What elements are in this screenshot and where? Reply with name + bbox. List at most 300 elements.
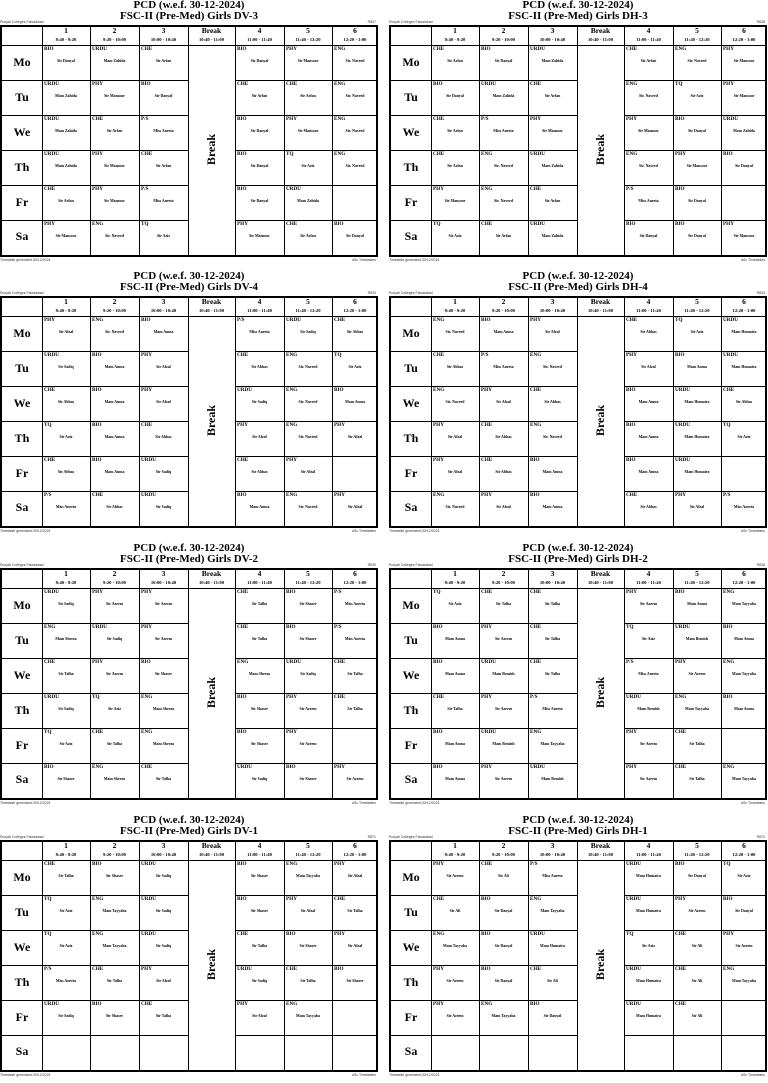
subject-name: BIO bbox=[286, 623, 296, 630]
lesson-cell bbox=[673, 150, 721, 185]
lesson-cell bbox=[624, 115, 673, 150]
lesson-cell bbox=[673, 421, 721, 456]
day-label: Fr bbox=[15, 1009, 29, 1024]
teacher-name: Sir Aziz bbox=[641, 943, 655, 948]
day-label: Tu bbox=[15, 89, 29, 104]
lesson-cell bbox=[235, 45, 284, 80]
lesson-cell bbox=[284, 386, 332, 421]
lesson-cell bbox=[284, 316, 332, 351]
lesson-cell bbox=[42, 45, 90, 80]
subject-name: URDU bbox=[237, 763, 252, 770]
generated-note: Timetable generated:30/12/2024 bbox=[0, 529, 51, 533]
teacher-name: Mam Zahida bbox=[55, 93, 77, 98]
subject-name: TQ bbox=[626, 623, 634, 630]
lesson-cell bbox=[431, 80, 479, 115]
period-number: 3 bbox=[550, 26, 555, 35]
timetable-card bbox=[389, 0, 767, 268]
software-note: aSc Timetables bbox=[352, 258, 376, 262]
subject-name: BIO bbox=[237, 491, 247, 498]
lesson-cell bbox=[42, 80, 90, 115]
lesson-cell bbox=[431, 623, 479, 658]
grid-line bbox=[624, 1035, 765, 1036]
teacher-name: Mam Amna bbox=[687, 364, 707, 369]
lesson-cell bbox=[528, 930, 577, 965]
teacher-name: Sir Shaser bbox=[346, 978, 364, 983]
subject-name: ENG bbox=[433, 491, 445, 498]
subject-name: PHY bbox=[626, 728, 637, 735]
subject-name: PHY bbox=[334, 763, 345, 770]
teacher-name: Mam Amna bbox=[542, 504, 563, 509]
timetable-grid bbox=[0, 25, 378, 257]
subject-name: URDU bbox=[626, 693, 641, 700]
lesson-cell bbox=[624, 588, 673, 623]
grid-line bbox=[235, 115, 376, 116]
subject-name: URDU bbox=[675, 421, 690, 428]
teacher-name: Sir Sadiq bbox=[58, 602, 74, 606]
lesson-cell bbox=[235, 386, 284, 421]
subject-name: URDU bbox=[44, 80, 59, 87]
period-number: 2 bbox=[501, 26, 506, 35]
period-time: 10:40 - 11:00 bbox=[198, 852, 224, 857]
subject-name: CHE bbox=[237, 623, 249, 630]
lesson-cell bbox=[90, 1035, 139, 1070]
grid-line bbox=[139, 842, 140, 1070]
lesson-cell bbox=[42, 588, 90, 623]
lesson-cell bbox=[42, 623, 90, 658]
subject-name: P/S bbox=[481, 351, 489, 358]
lesson-cell bbox=[721, 860, 767, 895]
teacher-name: Miss Aneeta bbox=[493, 128, 514, 133]
period-time: 8:40 - 9:20 bbox=[444, 308, 466, 313]
subject-name: CHE bbox=[141, 1000, 153, 1007]
lesson-cell bbox=[90, 456, 139, 491]
lesson-cell bbox=[90, 728, 139, 763]
subject-name: CHE bbox=[44, 456, 56, 463]
teacher-name: Sir. Naveed bbox=[105, 233, 124, 238]
lesson-cell bbox=[721, 220, 767, 255]
teacher-name: Mam Zahida bbox=[541, 59, 564, 63]
lesson-cell bbox=[624, 965, 673, 1000]
period-time: 9:20 - 10:00 bbox=[103, 308, 126, 313]
period-time: 10:00 - 10:40 bbox=[539, 308, 566, 313]
day-label: Sa bbox=[15, 500, 29, 515]
teacher-name: Mam Bemish bbox=[492, 671, 515, 676]
day-label: Tu bbox=[15, 360, 29, 375]
subject-name: PHY bbox=[433, 861, 444, 867]
lesson-cell bbox=[721, 965, 767, 1000]
subject-name: CHE bbox=[334, 658, 346, 665]
lesson-cell bbox=[332, 150, 378, 185]
teacher-name: Sir Mansoor bbox=[55, 233, 77, 238]
lesson-cell bbox=[284, 895, 332, 930]
teacher-name: Sir Abbas bbox=[57, 469, 75, 474]
teacher-name: Sir Arfan bbox=[300, 93, 316, 98]
teacher-name: Sir Arfan bbox=[495, 233, 512, 238]
lesson-cell bbox=[528, 693, 577, 728]
subject-name: ENG bbox=[334, 46, 346, 52]
period-number: 6 bbox=[742, 569, 746, 578]
teacher-name: Mam Bemish bbox=[685, 636, 709, 641]
day-label: Fr bbox=[404, 1009, 418, 1024]
grid-line bbox=[235, 491, 376, 492]
lesson-cell bbox=[431, 930, 479, 965]
lesson-cell bbox=[332, 351, 378, 386]
teacher-name: Sir Arfan bbox=[447, 128, 463, 133]
subject-name: CHE bbox=[675, 965, 687, 972]
subject-name: ENG bbox=[723, 589, 735, 595]
lesson-cell bbox=[528, 220, 577, 255]
period-time: 12:20 - 1:00 bbox=[343, 852, 367, 857]
teacher-name: Sir Talha bbox=[58, 874, 74, 878]
period-time: 9:20 - 10:00 bbox=[103, 37, 126, 42]
teacher-name: Mam Sheeza bbox=[248, 671, 271, 676]
teacher-name: Sir Danyal bbox=[494, 59, 513, 63]
lesson-cell bbox=[479, 930, 528, 965]
subject-name: BIO bbox=[92, 386, 102, 393]
period-time: 9:20 - 10:00 bbox=[103, 852, 126, 857]
lesson-cell bbox=[42, 150, 90, 185]
teacher-name: Sir Ali bbox=[547, 978, 558, 983]
grid-line bbox=[528, 570, 529, 798]
teacher-name: Sir Talha bbox=[495, 602, 512, 606]
subject-name: URDU bbox=[675, 386, 690, 393]
room-code: R834 bbox=[756, 291, 765, 295]
lesson-cell bbox=[90, 491, 139, 526]
break-label: Break bbox=[593, 405, 607, 437]
teacher-name: Mam Bemish bbox=[637, 706, 660, 711]
day-label: Fr bbox=[15, 194, 29, 209]
subject-name: P/S bbox=[481, 115, 489, 122]
teacher-name: Mam Amna bbox=[542, 469, 563, 474]
institution-name: Punjab Colleges Faisalabad bbox=[0, 291, 44, 295]
teacher-name: Sir Abbas bbox=[640, 330, 657, 334]
lesson-cell bbox=[673, 185, 721, 220]
day-label: We bbox=[13, 395, 31, 410]
section-name: FSC-II (Pre-Med) Girls DH-4 bbox=[508, 281, 648, 293]
software-note: aSc Timetables bbox=[352, 801, 376, 805]
teacher-name: Mam Tayyaba bbox=[491, 1013, 516, 1018]
subject-name: PHY bbox=[723, 220, 734, 227]
timetable-title: PCD (w.e.f. 30-12-2024) bbox=[133, 542, 245, 554]
day-label: Sa bbox=[15, 1044, 29, 1059]
grid-line bbox=[391, 588, 765, 589]
subject-name: ENG bbox=[626, 150, 638, 157]
teacher-name: Sir Ali bbox=[691, 1013, 703, 1018]
teacher-name: Sir Sadiq bbox=[251, 978, 268, 983]
teacher-name: Mam Amna bbox=[445, 776, 465, 781]
subject-name: ENG bbox=[723, 658, 735, 665]
timetable-card bbox=[0, 815, 378, 1083]
grid-line bbox=[235, 80, 376, 81]
lesson-cell bbox=[139, 150, 188, 185]
subject-name: P/S bbox=[626, 658, 634, 665]
teacher-name: Sir Talha bbox=[106, 741, 123, 746]
lesson-cell bbox=[332, 185, 378, 220]
grid-line bbox=[284, 298, 285, 526]
lesson-cell bbox=[479, 693, 528, 728]
subject-name: PHY bbox=[433, 456, 444, 463]
period-time: 10:00 - 10:40 bbox=[150, 37, 177, 42]
teacher-name: Sir Aziz bbox=[59, 741, 73, 746]
grid-line bbox=[139, 298, 140, 526]
teacher-name: Mam Amna bbox=[445, 741, 465, 746]
grid-line bbox=[235, 185, 376, 186]
break-column bbox=[188, 316, 235, 525]
period-time: 10:40 - 11:00 bbox=[198, 308, 224, 313]
lesson-cell bbox=[431, 421, 479, 456]
subject-name: BIO bbox=[92, 456, 102, 463]
teacher-name: Sir Arfan bbox=[251, 93, 268, 98]
lesson-cell bbox=[624, 693, 673, 728]
teacher-name: Mam Amna bbox=[493, 330, 514, 334]
grid-line bbox=[624, 298, 625, 526]
subject-name: CHE bbox=[626, 317, 638, 323]
teacher-name: Sir Afzal bbox=[641, 364, 656, 369]
lesson-cell bbox=[42, 1035, 90, 1070]
period-number: 3 bbox=[550, 569, 555, 578]
lesson-cell bbox=[673, 316, 721, 351]
teacher-name: Sir Aziz bbox=[448, 233, 462, 238]
subject-name: BIO bbox=[530, 456, 540, 463]
teacher-name: Sir Danyal bbox=[688, 128, 706, 133]
timetable-title: PCD (w.e.f. 30-12-2024) bbox=[133, 814, 245, 826]
timetable-grid bbox=[389, 296, 767, 528]
room-code: R830 bbox=[367, 563, 376, 567]
lesson-cell bbox=[673, 763, 721, 798]
subject-name: CHE bbox=[675, 1000, 687, 1007]
lesson-cell bbox=[284, 456, 332, 491]
subject-name: BIO bbox=[723, 150, 733, 157]
subject-name: PHY bbox=[237, 220, 248, 227]
teacher-name: Sir Abbas bbox=[735, 399, 753, 404]
lesson-cell bbox=[721, 763, 767, 798]
subject-name: PHY bbox=[481, 693, 492, 700]
teacher-name: Mam Tayyaba bbox=[732, 602, 756, 606]
teacher-name: Mam Zahida bbox=[297, 198, 319, 203]
period-number: 4 bbox=[646, 841, 651, 850]
lesson-cell bbox=[139, 1000, 188, 1035]
subject-name: URDU bbox=[141, 861, 156, 867]
break-column bbox=[188, 860, 235, 1069]
grid-line bbox=[188, 27, 189, 255]
teacher-name: Sir Abbas bbox=[57, 399, 75, 404]
subject-name: PHY bbox=[481, 623, 492, 630]
subject-name: ENG bbox=[433, 930, 445, 937]
lesson-cell bbox=[624, 80, 673, 115]
subject-name: ENG bbox=[723, 965, 735, 972]
period-time: 9:20 - 10:00 bbox=[492, 580, 515, 585]
lesson-cell bbox=[332, 115, 378, 150]
subject-name: ENG bbox=[334, 115, 346, 122]
lesson-cell bbox=[624, 491, 673, 526]
teacher-name: Sir Aziz bbox=[737, 874, 751, 878]
teacher-name: Sir Talha bbox=[251, 943, 268, 948]
period-time: 11:40 - 12:20 bbox=[295, 308, 321, 313]
subject-name: PHY bbox=[433, 421, 444, 428]
lesson-cell bbox=[235, 728, 284, 763]
lesson-cell bbox=[90, 658, 139, 693]
subject-name: PHY bbox=[675, 491, 686, 498]
lesson-cell bbox=[90, 930, 139, 965]
subject-name: URDU bbox=[530, 930, 545, 937]
subject-name: URDU bbox=[237, 965, 252, 972]
period-number: 2 bbox=[112, 841, 117, 850]
period-number: 1 bbox=[453, 26, 457, 35]
lesson-cell bbox=[431, 965, 479, 1000]
lesson-cell bbox=[624, 386, 673, 421]
teacher-name: Miss Aneeta bbox=[344, 602, 366, 606]
teacher-name: Sir Azeem bbox=[446, 874, 464, 878]
subject-name: TQ bbox=[723, 421, 731, 428]
subject-name: ENG bbox=[530, 895, 542, 902]
lesson-cell bbox=[42, 456, 90, 491]
day-label: Sa bbox=[404, 229, 418, 244]
teacher-name: Sir Sadiq bbox=[251, 776, 268, 781]
teacher-name: Mam Zahida bbox=[733, 128, 755, 133]
teacher-name: Sir Danyal bbox=[250, 128, 269, 133]
subject-name: ENG bbox=[433, 317, 445, 323]
teacher-name: Mam Zahida bbox=[541, 163, 564, 168]
lesson-cell bbox=[90, 860, 139, 895]
teacher-name: Sir. Naveed bbox=[298, 504, 318, 509]
subject-name: ENG bbox=[530, 421, 542, 428]
day-label: Th bbox=[403, 159, 419, 174]
lesson-cell bbox=[90, 623, 139, 658]
teacher-name: Sir Talha bbox=[251, 636, 268, 641]
teacher-name: Sir Shaser bbox=[299, 602, 317, 606]
teacher-name: Sir Aziz bbox=[737, 434, 751, 439]
teacher-name: Sir Afzal bbox=[496, 504, 511, 509]
teacher-name: Sir Afzal bbox=[689, 504, 705, 509]
period-number: 6 bbox=[742, 841, 746, 850]
teacher-name: Sir Danyal bbox=[250, 59, 269, 63]
subject-name: CHE bbox=[141, 763, 153, 770]
grid-line bbox=[235, 220, 376, 221]
lesson-cell bbox=[284, 351, 332, 386]
teacher-name: Mam Amna bbox=[445, 671, 465, 676]
lesson-cell bbox=[235, 220, 284, 255]
lesson-cell bbox=[479, 965, 528, 1000]
teacher-name: Mam Humaira bbox=[636, 1013, 661, 1018]
grid-line bbox=[431, 298, 432, 526]
teacher-name: Miss Aneeta bbox=[55, 978, 77, 983]
lesson-cell bbox=[624, 45, 673, 80]
lesson-cell bbox=[90, 763, 139, 798]
subject-name: BIO bbox=[237, 115, 247, 122]
lesson-cell bbox=[332, 860, 378, 895]
subject-name: BIO bbox=[237, 693, 247, 700]
teacher-name: Sir. Naveed bbox=[445, 504, 465, 509]
teacher-name: Sir Azeem bbox=[446, 978, 464, 983]
lesson-cell bbox=[479, 658, 528, 693]
lesson-cell bbox=[42, 693, 90, 728]
subject-name: CHE bbox=[481, 861, 493, 867]
grid-line bbox=[624, 220, 765, 221]
grid-line bbox=[235, 386, 376, 387]
lesson-cell bbox=[332, 1000, 378, 1035]
subject-name: BIO bbox=[723, 895, 733, 902]
subject-name: ENG bbox=[286, 491, 298, 498]
period-number: 4 bbox=[257, 841, 262, 850]
day-label: We bbox=[402, 667, 420, 682]
subject-name: BIO bbox=[675, 861, 685, 867]
teacher-name: Sir. Naveed bbox=[494, 198, 513, 203]
room-code: R833 bbox=[367, 291, 376, 295]
grid-line bbox=[624, 115, 765, 116]
lesson-cell bbox=[528, 965, 577, 1000]
teacher-name: Sir Danyal bbox=[688, 233, 706, 238]
teacher-name: Sir Shaser bbox=[250, 706, 269, 711]
period-number: 4 bbox=[257, 569, 262, 578]
generated-note: Timetable generated:30/12/2024 bbox=[0, 258, 51, 262]
grid-line bbox=[235, 150, 376, 151]
period-time: 11:40 - 12:20 bbox=[295, 37, 321, 42]
lesson-cell bbox=[673, 1035, 721, 1070]
grid-line bbox=[235, 456, 376, 457]
teacher-name: Mam Amna bbox=[445, 636, 465, 641]
subject-name: URDU bbox=[92, 623, 107, 630]
lesson-cell bbox=[235, 351, 284, 386]
subject-name: BIO bbox=[237, 150, 247, 157]
lesson-cell bbox=[624, 658, 673, 693]
lesson-cell bbox=[431, 220, 479, 255]
teacher-name: Mam Amna bbox=[638, 399, 659, 404]
grid-line bbox=[391, 860, 765, 861]
teacher-name: Mam Zahida bbox=[541, 233, 564, 238]
grid-line bbox=[2, 588, 376, 589]
teacher-name: Mam Tayyaba bbox=[540, 741, 565, 746]
lesson-cell bbox=[42, 316, 90, 351]
room-code: R838 bbox=[756, 20, 765, 24]
subject-name: TQ bbox=[626, 930, 634, 937]
teacher-name: Sir Afzal bbox=[347, 874, 363, 878]
subject-name: URDU bbox=[626, 895, 641, 902]
subject-name: ENG bbox=[286, 386, 298, 393]
lesson-cell bbox=[235, 588, 284, 623]
lesson-cell bbox=[624, 1035, 673, 1070]
lesson-cell bbox=[721, 316, 767, 351]
subject-name: P/S bbox=[530, 693, 538, 700]
teacher-name: Sir Aziz bbox=[348, 364, 362, 369]
lesson-cell bbox=[673, 693, 721, 728]
grid-line bbox=[42, 27, 43, 255]
subject-name: PHY bbox=[433, 1000, 444, 1007]
lesson-cell bbox=[90, 316, 139, 351]
lesson-cell bbox=[332, 491, 378, 526]
teacher-name: Sir. Naveed bbox=[494, 163, 513, 168]
lesson-cell bbox=[139, 930, 188, 965]
day-label: Th bbox=[14, 159, 30, 174]
lesson-cell bbox=[139, 491, 188, 526]
teacher-name: Sir Danyal bbox=[446, 93, 464, 98]
teacher-name: Mam Amna bbox=[638, 469, 659, 474]
teacher-name: Sir Talha bbox=[347, 706, 363, 711]
subject-name: BIO bbox=[237, 185, 247, 192]
grid-line bbox=[577, 27, 578, 255]
lesson-cell bbox=[431, 1000, 479, 1035]
subject-name: PHY bbox=[334, 930, 345, 937]
subject-name: PHY bbox=[92, 185, 103, 192]
day-label: Fr bbox=[404, 737, 418, 752]
lesson-cell bbox=[431, 386, 479, 421]
lesson-cell bbox=[139, 185, 188, 220]
lesson-cell bbox=[235, 80, 284, 115]
lesson-cell bbox=[528, 351, 577, 386]
day-label: Th bbox=[14, 430, 30, 445]
lesson-cell bbox=[528, 895, 577, 930]
teacher-name: Sir Azeem bbox=[446, 1013, 464, 1018]
lesson-cell bbox=[479, 491, 528, 526]
